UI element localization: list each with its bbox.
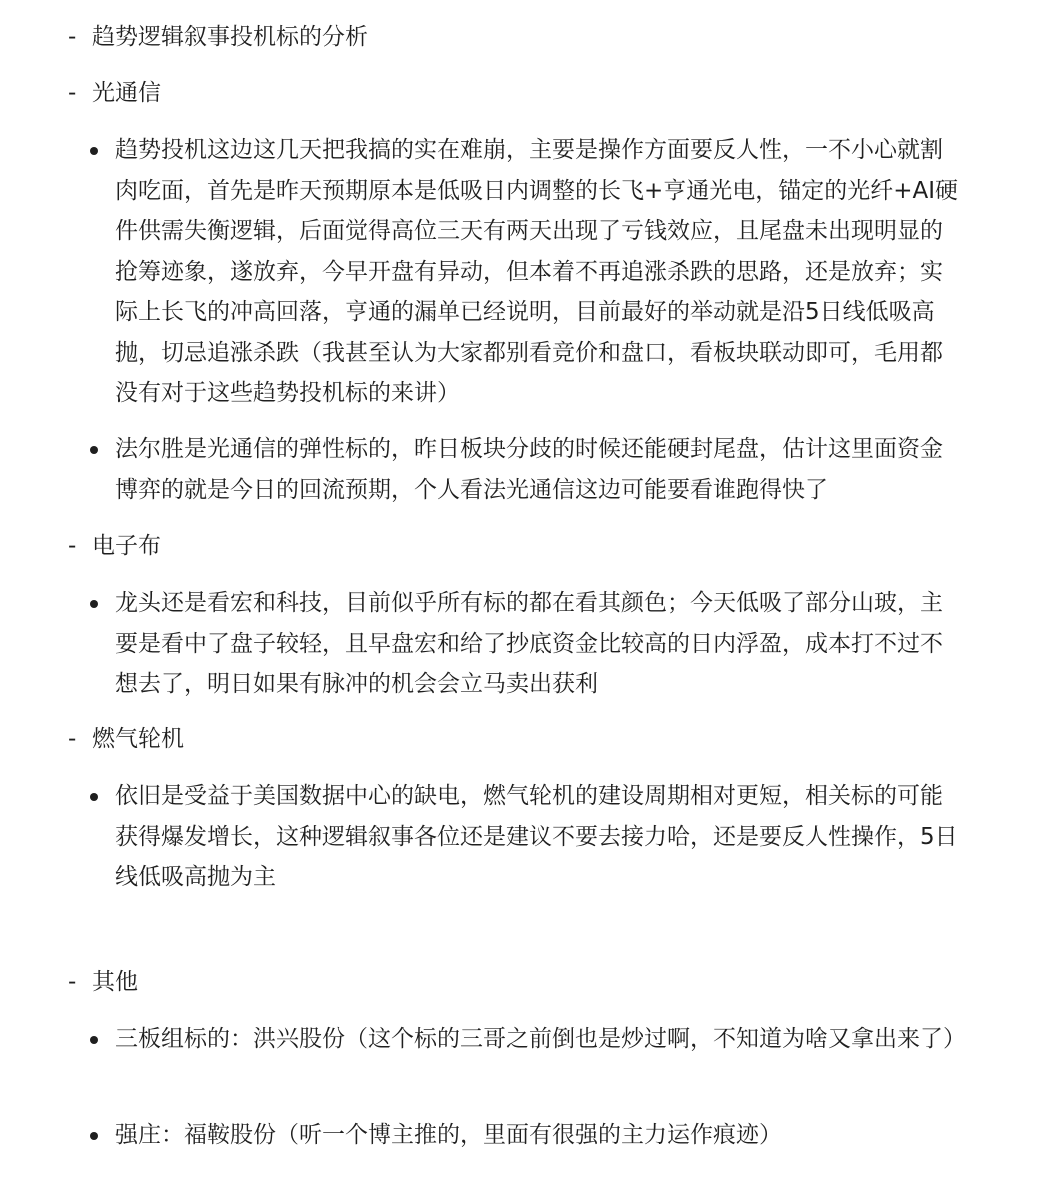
heading-text: 电子布 xyxy=(92,533,161,559)
bullet-dot-icon xyxy=(90,1132,98,1140)
list-item-text: 依旧是受益于美国数据中心的缺电，燃气轮机的建设周期相对更短，相关标的可能获得爆发增长，这种逻辑叙事各位还是建议不要去接力哈，还是要反人性操作，5日线低吸高抛为主 xyxy=(115,783,958,890)
list-item-text: 趋势投机这边这几天把我搞的实在难崩，主要是操作方面要反人性，一不小心就割肉吃面，首先是昨天预期原本是低吸日内调整的长飞+亨通光电，锚定的光纤+AI硬件供需失衡逻辑，后面觉得高位三天有两天出现了亏钱效应，且尾盘未出现明显的抢筹迹象，遂放弃，今早开盘有异动，但本着不再追涨杀跌的思路，还是放弃；实际上长飞的冲高回落，亨通的漏单已经说明，目前最好的举动就是沿5日线低吸高抛，切忌追涨杀跌（我甚至认为大家都别看竞价和盘口，看板块联动即可，毛用都没有对于这些趋势投机标的来讲） xyxy=(115,137,959,406)
heading-text: 趋势逻辑叙事投机标的分析 xyxy=(92,24,368,50)
bullet-dot-icon xyxy=(90,147,98,155)
list-item xyxy=(90,130,960,414)
bullet-dot-icon xyxy=(90,446,98,454)
heading-text: 燃气轮机 xyxy=(92,726,184,752)
bullet-dot-icon xyxy=(90,1036,98,1044)
bullet-dot-icon xyxy=(90,793,98,801)
list-item xyxy=(90,1019,966,1060)
heading-other: - 其他 xyxy=(68,969,138,995)
bullet-dot-icon xyxy=(90,600,98,608)
list-item xyxy=(90,429,960,510)
list-item xyxy=(90,1115,960,1156)
list-item-text: 龙头还是看宏和科技，目前似乎所有标的都在看其颜色；今天低吸了部分山玻，主要是看中了盘子较轻，且早盘宏和给了抄底资金比较高的日内浮盈，成本打不过不想去了，明日如果有脉冲的机会会立马卖出获利 xyxy=(115,590,943,697)
heading-optical-communication: - 光通信 xyxy=(68,80,161,106)
heading-trend-analysis: - 趋势逻辑叙事投机标的分析 xyxy=(68,24,368,50)
list-item-text: 强庄：福鞍股份（听一个博主推的，里面有很强的主力运作痕迹） xyxy=(115,1122,782,1148)
list-item-text: 法尔胜是光通信的弹性标的，昨日板块分歧的时候还能硬封尾盘，估计这里面资金博弈的就是今日的回流预期，个人看法光通信这边可能要看谁跑得快了 xyxy=(115,436,943,503)
list-item-text: 三板组标的：洪兴股份（这个标的三哥之前倒也是炒过啊，不知道为啥又拿出来了） xyxy=(115,1026,966,1052)
heading-text: 光通信 xyxy=(92,80,161,106)
list-item xyxy=(90,776,960,898)
heading-electronic-cloth: - 电子布 xyxy=(68,533,161,559)
list-item xyxy=(90,583,960,705)
heading-gas-turbine: - 燃气轮机 xyxy=(68,726,184,752)
heading-text: 其他 xyxy=(92,969,138,995)
